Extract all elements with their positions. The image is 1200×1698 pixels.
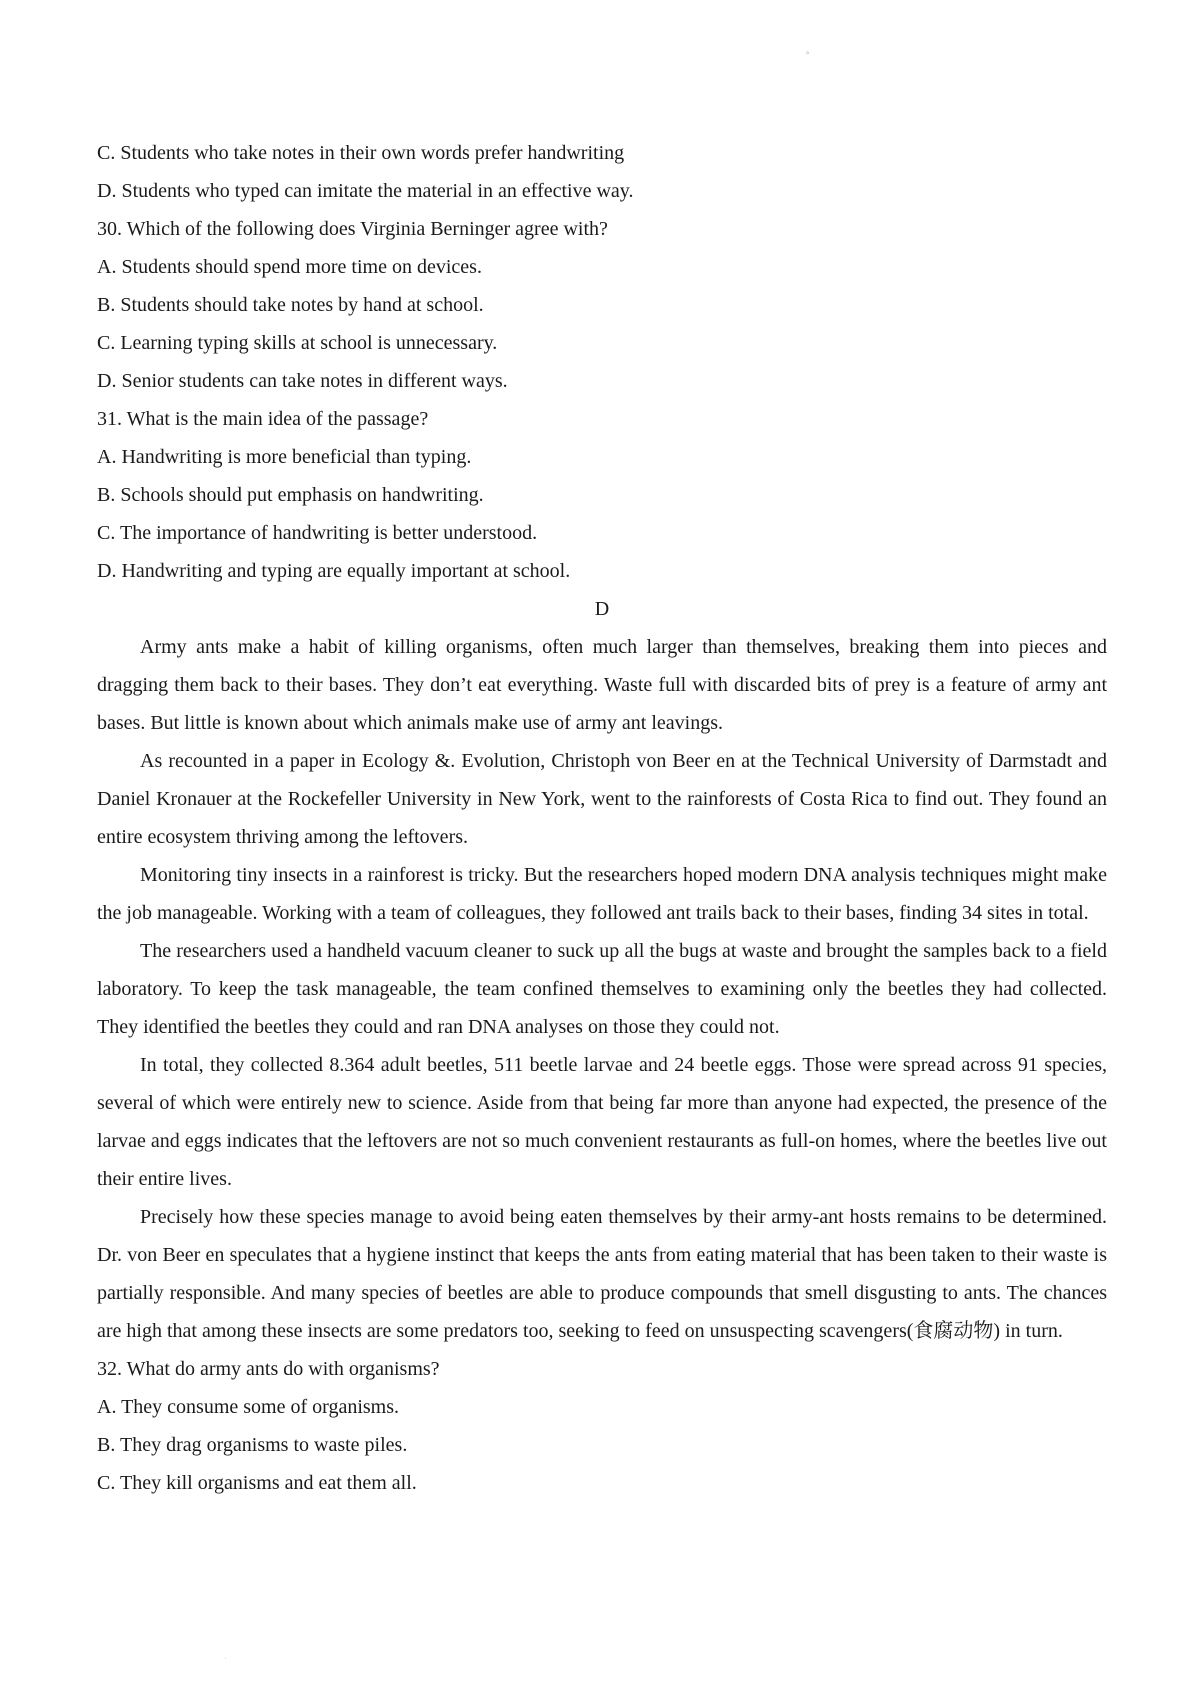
option-c: C. Students who take notes in their own words prefer handwriting [97, 142, 625, 164]
passage-paragraph-5: In total, they collected 8.364 adult beetles, 511 beetle larvae and 24 beetle eggs. Those were spread across 91 species, several of which were entirely new to science. Aside from that being far more than anyone had expected, the presence of the larvae and eggs indicates that the leftovers are not so much convenient restaurants as full-on homes, where the beetles live out their entire lives. [97, 1054, 1107, 1190]
option-c: C. The importance of handwriting is better understood. [97, 522, 538, 544]
passage-paragraph-3: Monitoring tiny insects in a rainforest is tricky. But the researchers hoped modern DNA analysis techniques might make the job manageable. Working with a team of colleagues, they followed ant trails back to their bases, finding 34 sites in total. [97, 864, 1107, 924]
passage-paragraph-4: The researchers used a handheld vacuum cleaner to suck up all the bugs at waste and brought the samples back to a field laboratory. To keep the task manageable, the team confined themselves to examining only the beetles they had collected. They identified the beetles they could and ran DNA analyses on those they could not. [97, 940, 1107, 1038]
scan-mark-bottom: ˙ [224, 1656, 227, 1665]
question-stem: 30. Which of the following does Virginia Berninger agree with? [97, 218, 608, 240]
option-c: C. They kill organisms and eat them all. [97, 1472, 417, 1494]
passage-paragraph-6: Precisely how these species manage to avoid being eaten themselves by their army-ant hosts remains to be determined. Dr. von Beer en speculates that a hygiene instinct that keeps the ants from eating material that has been taken to their waste is partially responsible. And many species of beetles are able to produce compounds that smell disgusting to ants. The chances are high that among these insects are some predators too, seeking to feed on unsuspecting scavengers(食腐动物) in turn. [97, 1206, 1107, 1342]
option-d: D. Handwriting and typing are equally important at school. [97, 560, 571, 582]
option-b: B. Schools should put emphasis on handwriting. [97, 484, 484, 506]
option-a: A. Handwriting is more beneficial than typing. [97, 446, 472, 468]
passage-paragraph-1: Army ants make a habit of killing organisms, often much larger than themselves, breaking them into pieces and dragging them back to their bases. They don’t eat everything. Waste full with discarded bits of prey is a feature of army ant bases. But little is known about which animals make use of army ant leavings. [97, 636, 1107, 734]
option-a: A. Students should spend more time on devices. [97, 256, 482, 278]
passage-d [97, 590, 1107, 1350]
question-stem: 31. What is the main idea of the passage? [97, 408, 429, 430]
passage-heading: D [594, 598, 610, 620]
option-d: D. Senior students can take notes in different ways. [97, 370, 508, 392]
option-c: C. Learning typing skills at school is unnecessary. [97, 332, 498, 354]
scan-mark-top: ° [806, 50, 810, 59]
question-stem: 32. What do army ants do with organisms? [97, 1358, 440, 1380]
passage-paragraph-2: As recounted in a paper in Ecology &. Evolution, Christoph von Beer en at the Technical University of Darmstadt and Daniel Kronauer at the Rockefeller University in New York, went to the rainforests of Costa Rica to find out. They found an entire ecosystem thriving among the leftovers. [97, 750, 1107, 848]
option-a: A. They consume some of organisms. [97, 1396, 400, 1418]
question-32 [97, 1350, 1107, 1502]
question-31 [97, 400, 1107, 590]
previous-question-options [97, 134, 1107, 210]
option-b: B. Students should take notes by hand at school. [97, 294, 484, 316]
option-b: B. They drag organisms to waste piles. [97, 1434, 408, 1456]
option-d: D. Students who typed can imitate the material in an effective way. [97, 180, 634, 202]
question-30 [97, 210, 1107, 400]
exam-page [97, 134, 1107, 1502]
